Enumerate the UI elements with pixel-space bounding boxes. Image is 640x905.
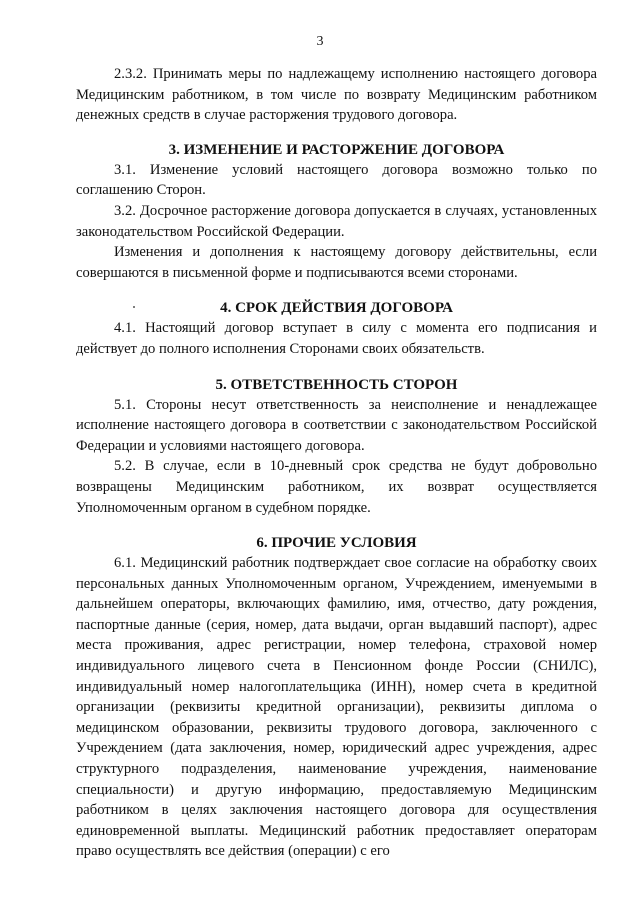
paragraph-3-2: 3.2. Досрочное расторжение договора допускается в случаях, установленных законодательством Российской Федерации. — [76, 202, 597, 240]
section-heading-5: 5. ОТВЕТСТВЕННОСТЬ СТОРОН — [215, 376, 458, 393]
section-heading-4: 4. СРОК ДЕЙСТВИЯ ДОГОВОРА — [220, 300, 453, 317]
paragraph-3-1: 3.1. Изменение условий настоящего договора возможно только по соглашению Сторон. — [76, 161, 597, 199]
paragraph-5-2: 5.2. В случае, если в 10-дневный срок средства не будут добровольно возвращены Медицинским работником, их возврат осуществляется Уполномоченным органом в судебном порядке. — [76, 458, 597, 516]
paragraph-3-changes: Изменения и дополнения к настоящему договору действительны, если совершаются в письменной форме и подписываются всеми сторонами. — [76, 244, 597, 281]
paragraph-5-1: 5.1. Стороны несут ответственность за неисполнение и ненадлежащее исполнение настоящего договора в соответствии с законодательством Российской Федерации и условиями настоящего договора. — [76, 396, 597, 454]
section-heading-3: 3. ИЗМЕНЕНИЕ И РАСТОРЖЕНИЕ ДОГОВОРА — [168, 141, 505, 158]
paragraph-4-1: 4.1. Настоящий договор вступает в силу с момента его подписания и действует до полного исполнения Сторонами своих обязательств. — [76, 320, 597, 357]
page-number: 3 — [316, 34, 324, 49]
paragraph-2-3-2: 2.3.2. Принимать меры по надлежащему исполнению настоящего договора Медицинским работником, в том числе по возврату Медицинским работником денежных средств в случае расторжения трудового договора. — [76, 66, 597, 124]
section-heading-6: 6. ПРОЧИЕ УСЛОВИЯ — [256, 535, 417, 552]
paragraph-6-1: 6.1. Медицинский работник подтверждает свое согласие на обработку своих персональных данных Уполномоченным органом, Учреждением, именуемыми в дальнейшем операторы, включающих фамилию, имя, отчество, дату рождения, паспортные данные (серия, номер, дата выдачи, орган выдавший паспорт), адрес места проживания, адрес регистрации, номер телефона, страховой номер индивидуального лицевого счета в Пенсионном фонде России (СНИЛС), индивидуальный номер налогоплательщика (ИНН), номер счета в кредитной организации (реквизиты кредитной организации), реквизиты диплома о медицинском образовании, реквизиты трудового договора, заключенного с Учреждением (дата заключения, номер, юридический адрес учреждения, адрес структурного подразделения, наименование учреждения, наименование специальности) и другую информацию, предоставляемую Медицинским работником в целях заключения настоящего договора для осуществления единовременной выплаты. Медицинский работник предоставляет операторам право осуществлять все действия (операции) с его — [76, 555, 597, 860]
document-body — [76, 64, 597, 862]
